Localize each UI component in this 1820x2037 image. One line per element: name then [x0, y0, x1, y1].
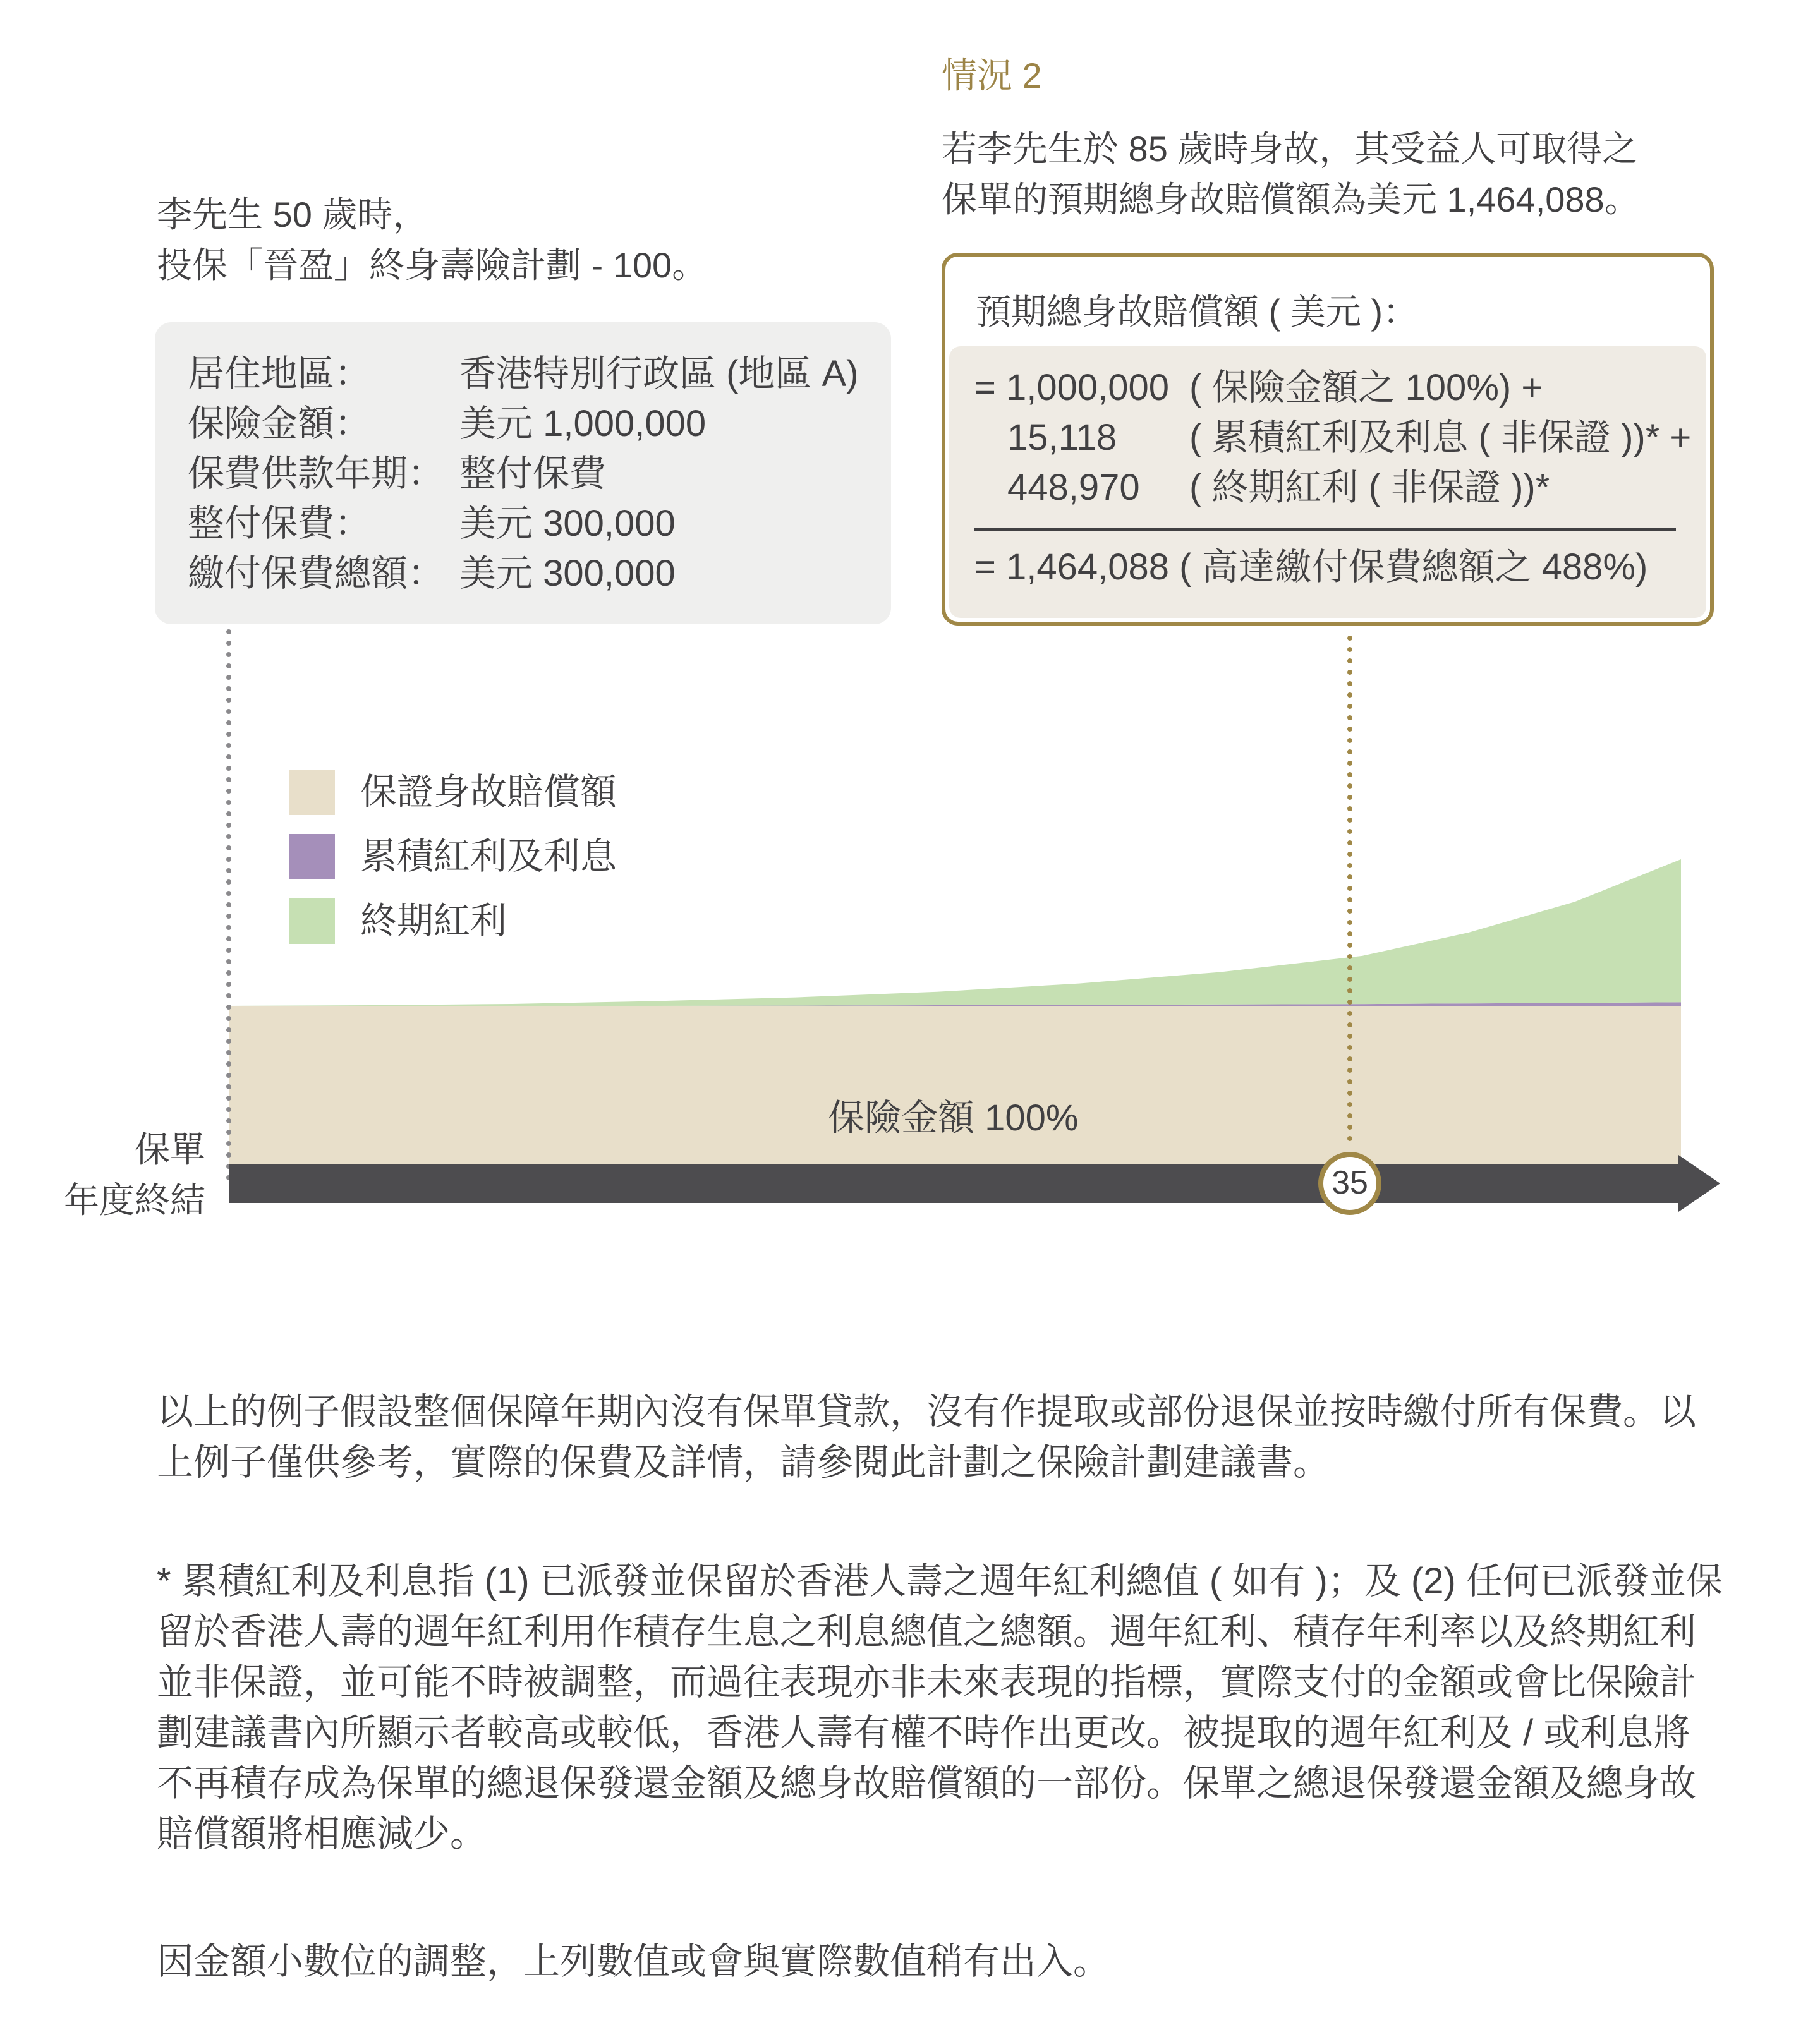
intro-line: 李先生 50 歲時，: [157, 195, 428, 234]
scenario-desc-line: 若李先生於 85 歲時身故，其受益人可取得之: [942, 129, 1638, 169]
formula-line1-number: = 1,000,000: [974, 367, 1170, 408]
info-label: 繳付保費總額：: [188, 553, 445, 594]
info-label: 保險金額：: [188, 403, 372, 444]
scenario-desc-line: 保單的預期總身故賠償額為美元 1,464,088。: [942, 179, 1640, 219]
x-axis-title: [64, 1125, 205, 1226]
formula-line3-number: 448,970: [1007, 467, 1140, 508]
info-value: 整付保費: [459, 453, 607, 494]
intro-line: 投保「晉盈」終身壽險計劃 - 100。: [157, 245, 708, 285]
formula-title: 預期總身故賠償額 ( 美元 )：: [976, 292, 1418, 332]
formula-line2-number: 15,118: [1007, 417, 1117, 458]
formula-line3-description: ( 終期紅利 ( 非保證 ))*: [1189, 467, 1550, 508]
axis-bar: [229, 1164, 1682, 1203]
formula-total: = 1,464,088 ( 高達繳付保費總額之 488%): [974, 547, 1648, 588]
x-axis-title-line: 年度終結: [64, 1180, 205, 1220]
sum-insured-area-label: 保險金額 100%: [828, 1097, 1079, 1139]
scenario-label: 情況 2: [942, 56, 1042, 95]
note-paragraph: 因金額小數位的調整，上列數值或會與實際數值稍有出入。: [157, 1941, 1110, 1982]
legend-swatch-accumulated: [289, 834, 335, 879]
x-axis-title-line: 保單: [135, 1130, 205, 1170]
info-label: 居住地區：: [188, 353, 372, 394]
note-paragraph: * 累積紅利及利息指 (1) 已派發並保留於香港人壽之週年紅利總值 ( 如有 )；及 (2) 任何已派發並保留於香港人壽的週年紅利用作積存生息之利息總值之總額。週年紅利、積存年利率以及終期紅利並非保證，並可能不時被調整，而過往表現亦非未來表現的指標，實際支付的金額或會比保險計劃建議書內所顯示者較高或較低，香港人壽有權不時作出更改。被提取的週年紅利及 / 或利息將不再積存成為保單的總退保發還金額及總身故賠償額的一部份。保單之總退保發還金額及總身故賠償額將相應減少。: [157, 1561, 1723, 1854]
info-label: 整付保費：: [188, 503, 372, 544]
axis-arrow-icon: [1678, 1155, 1720, 1212]
legend-label-accumulated: 累積紅利及利息: [360, 836, 617, 877]
formula-line1-description: ( 保險金額之 100%) +: [1189, 367, 1543, 408]
info-label: 保費供款年期：: [188, 453, 445, 494]
info-value: 美元 300,000: [459, 503, 676, 544]
legend-label-terminal: 終期紅利: [360, 900, 507, 941]
formula-line2-description: ( 累積紅利及利息 ( 非保證 ))* +: [1189, 417, 1692, 458]
info-value: 香港特別行政區 (地區 A): [459, 353, 859, 394]
legend-label-guaranteed: 保證身故賠償額: [360, 771, 617, 813]
legend-swatch-terminal: [289, 898, 335, 944]
info-value: 美元 1,000,000: [459, 403, 707, 444]
info-value: 美元 300,000: [459, 553, 676, 594]
note-paragraph: 以上的例子假設整個保障年期內沒有保單貸款，沒有作提取或部份退保並按時繳付所有保費。以上例子僅供參考，實際的保費及詳情，請參閱此計劃之保險計劃建議書。: [157, 1391, 1697, 1483]
marker-label: 35: [1332, 1164, 1368, 1201]
legend-swatch-guaranteed: [289, 770, 335, 815]
